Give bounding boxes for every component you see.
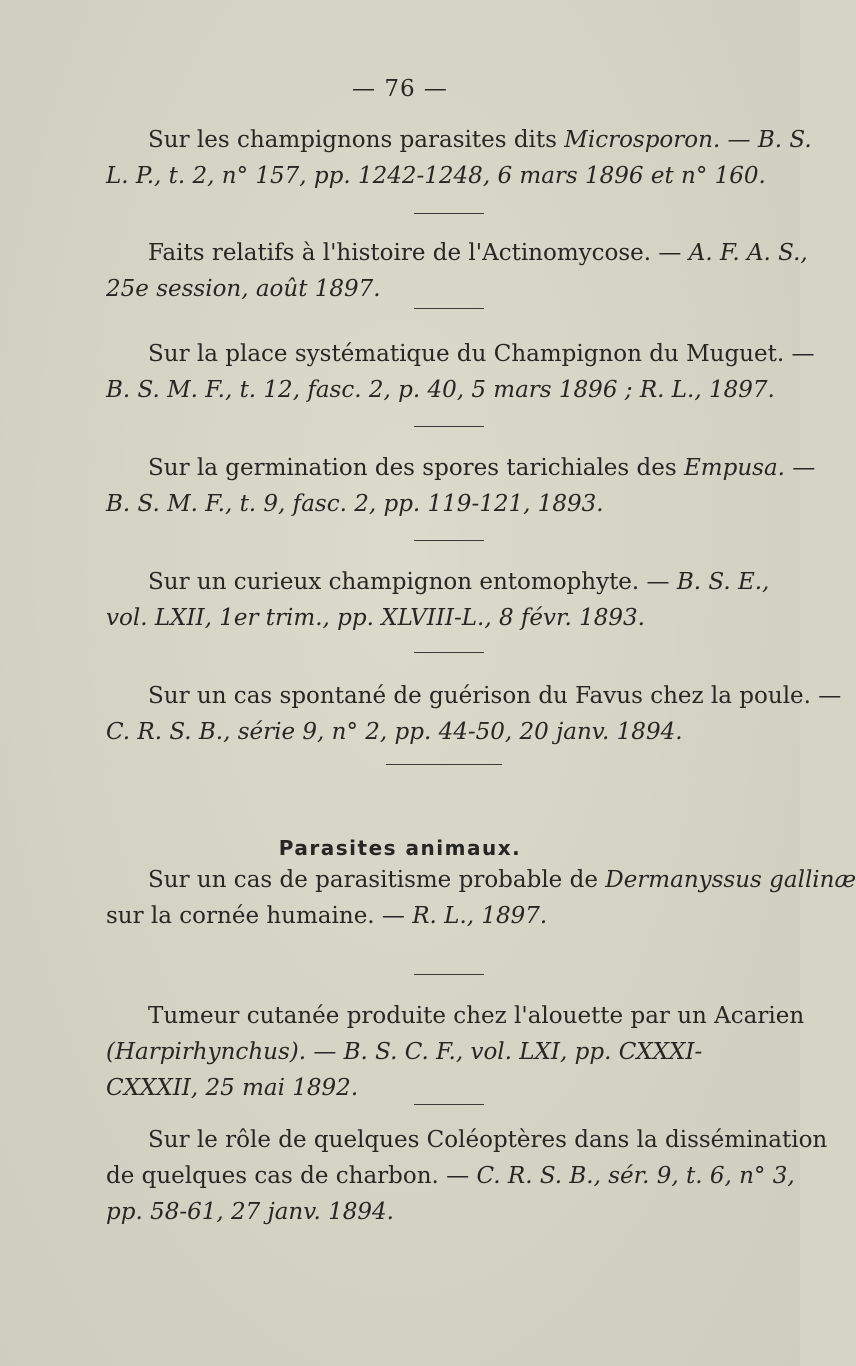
page-number: — 76 — bbox=[352, 76, 448, 102]
bibliography-entry bbox=[106, 1122, 828, 1230]
entry-reference: A. F. A. S., bbox=[688, 240, 808, 266]
entry-title: Sur la germination des spores tarichiales des bbox=[148, 455, 684, 481]
entry-title: de quelques cas de charbon. — bbox=[106, 1163, 477, 1189]
entry-reference: vol. LXII, 1er trim., pp. XLVIII-L., 8 févr. 1893. bbox=[106, 605, 645, 631]
separator-rule bbox=[414, 540, 484, 541]
entry-species: Dermanyssus gallinæ bbox=[605, 867, 856, 893]
entry-reference: Microsporon. — B. S. bbox=[564, 127, 812, 153]
entry-title: Faits relatifs à l'histoire de l'Actinomycose. — bbox=[148, 240, 689, 266]
entry-title: Sur la place systématique du Champignon du Muguet. — bbox=[148, 341, 815, 367]
separator-rule bbox=[414, 426, 484, 427]
entry-title: Tumeur cutanée produite chez l'alouette par un Acarien bbox=[148, 1003, 805, 1029]
separator-rule bbox=[414, 308, 484, 309]
entry-reference: Empusa. — bbox=[684, 455, 816, 481]
bibliography-entry bbox=[106, 450, 816, 522]
entry-reference: L. P., t. 2, n° 157, pp. 1242-1248, 6 mars 1896 et n° 160. bbox=[106, 163, 766, 189]
bibliography-entry bbox=[106, 235, 808, 307]
bibliography-entry bbox=[106, 678, 842, 750]
entry-reference: pp. 58-61, 27 janv. 1894. bbox=[106, 1199, 394, 1225]
entry-reference: B. S. M. F., t. 9, fasc. 2, pp. 119-121, 1893. bbox=[106, 491, 604, 517]
entry-title: sur la cornée humaine. — bbox=[106, 903, 413, 929]
entry-title: Sur un cas de parasitisme probable de bbox=[148, 867, 606, 893]
entry-title: Sur un cas spontané de guérison du Favus chez la poule. — bbox=[148, 683, 842, 709]
separator-rule bbox=[414, 652, 484, 653]
bibliography-entry bbox=[106, 998, 805, 1106]
separator-rule bbox=[414, 974, 484, 975]
entry-title: Sur un curieux champignon entomophyte. — bbox=[148, 569, 677, 595]
entry-species: (Harpirhynchus). bbox=[106, 1039, 307, 1065]
separator-rule bbox=[414, 1104, 484, 1105]
bibliography-entry bbox=[106, 336, 815, 408]
bibliography-entry bbox=[106, 862, 856, 934]
entry-reference: 25e session, août 1897. bbox=[106, 276, 381, 302]
entry-reference: — B. S. C. F., vol. LXI, pp. CXXXI- bbox=[306, 1039, 703, 1065]
entry-title: Sur les champignons parasites dits bbox=[148, 127, 565, 153]
entry-title: Sur le rôle de quelques Coléoptères dans la dissémination bbox=[148, 1127, 828, 1153]
bibliography-entry bbox=[106, 122, 812, 194]
bibliography-entry bbox=[106, 564, 794, 636]
section-separator-rule bbox=[386, 764, 502, 765]
entry-reference: CXXXII, 25 mai 1892. bbox=[106, 1075, 359, 1101]
entry-reference: C. R. S. B., sér. 9, t. 6, n° 3, bbox=[476, 1163, 795, 1189]
entry-reference: B. S. M. F., t. 12, fasc. 2, p. 40, 5 mars 1896 ; R. L., 1897. bbox=[106, 377, 775, 403]
separator-rule bbox=[414, 213, 484, 214]
section-heading: Parasites animaux. bbox=[278, 836, 522, 860]
entry-reference: R. L., 1897. bbox=[412, 903, 548, 929]
entry-reference: B. S. E., bbox=[676, 569, 770, 595]
entry-reference: C. R. S. B., série 9, n° 2, pp. 44-50, 20 janv. 1894. bbox=[106, 719, 683, 745]
